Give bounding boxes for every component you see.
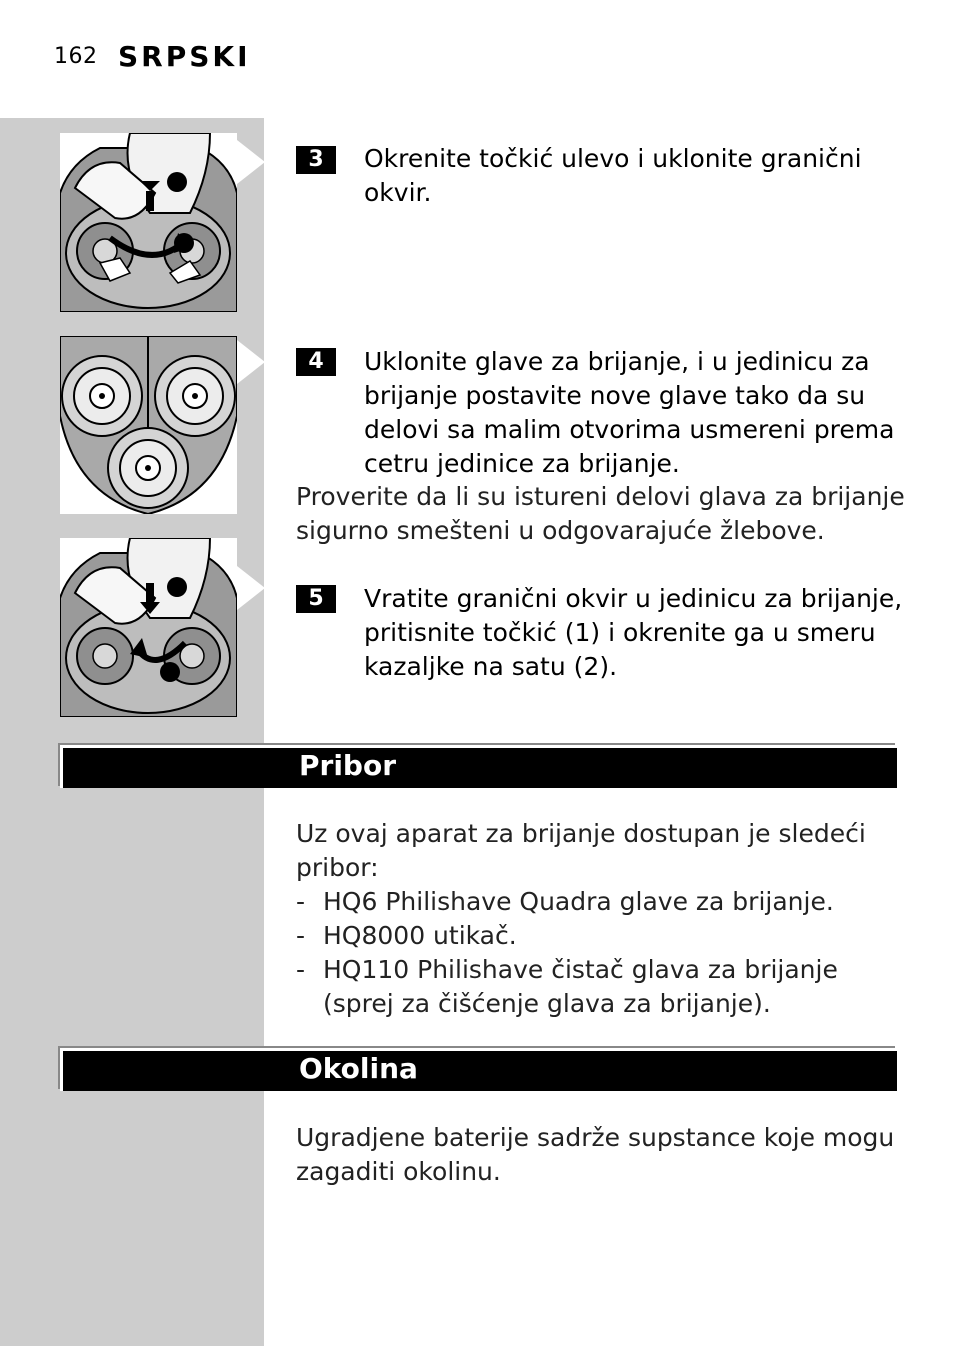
step5-shaver-illustration — [60, 538, 237, 717]
okolina-text: Ugradjene baterije sadrže supstance koje mogu zagaditi okolinu. — [296, 1123, 895, 1186]
list-dash: - — [296, 887, 306, 916]
list-item-text: HQ8000 utikač. — [323, 921, 517, 950]
step5-pointer — [237, 566, 265, 610]
section-title-pribor: Pribor — [299, 749, 397, 782]
step4-shaving-heads-illustration — [60, 336, 237, 514]
pribor-intro: Uz ovaj aparat za brijanje dostupan je sledeći pribor: — [296, 819, 866, 882]
pribor-list — [296, 885, 906, 1021]
step4-pointer — [237, 340, 265, 384]
step3-pointer — [237, 140, 265, 184]
section-title-okolina: Okolina — [299, 1052, 418, 1085]
section-header-pribor — [60, 745, 897, 788]
list-item — [296, 953, 906, 1021]
step-5-badge: 5 — [296, 585, 336, 613]
step-4-badge: 4 — [296, 348, 336, 376]
step-5-text: Vratite granični okvir u jedinicu za brijanje, pritisnite točkić (1) i okrenite ga u smeru kazaljke na satu (2). — [364, 584, 903, 681]
list-dash: - — [296, 921, 306, 950]
list-item — [296, 885, 906, 919]
step-3-text: Okrenite točkić ulevo i uklonite granični okvir. — [364, 144, 862, 207]
list-item-text: HQ6 Philishave Quadra glave za brijanje. — [323, 887, 834, 916]
list-item-text: HQ110 Philishave čistač glava za brijanje (sprej za čišćenje glava za brijanje). — [323, 955, 838, 1018]
section-header-okolina — [60, 1048, 897, 1091]
list-dash: - — [296, 955, 306, 984]
pribor-content — [296, 817, 906, 1021]
step-4-note: Proverite da li su istureni delovi glava za brijanje sigurno smešteni u odgovarajuće žlebove. — [296, 482, 905, 545]
page-language-heading: SRPSKI — [118, 40, 251, 73]
step-3-badge: 3 — [296, 146, 336, 174]
page-number: 162 — [54, 44, 98, 69]
step-4-text: Uklonite glave za brijanje, i u jedinicu za brijanje postavite nove glave tako da su delovi sa malim otvorima usmereni prema cetru jedinice za brijanje. — [364, 347, 895, 478]
list-item — [296, 919, 906, 953]
step3-shaver-illustration — [60, 133, 237, 312]
